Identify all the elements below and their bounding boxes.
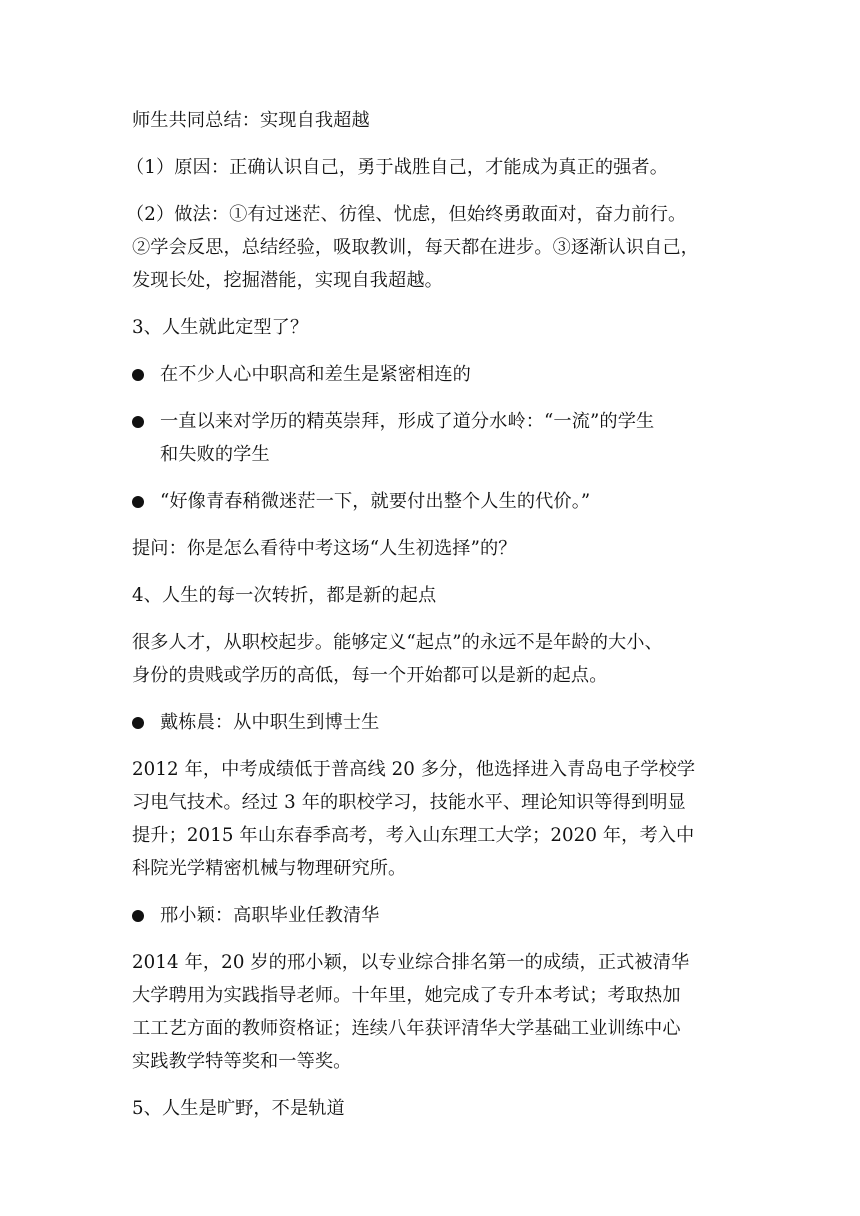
section3-heading-paragraph — [132, 311, 732, 344]
bullet-dot-icon — [132, 369, 144, 381]
method-line: （2）做法：①有过迷茫、彷徨、忧虑，但始终勇敢面对，奋力前行。 — [126, 204, 687, 225]
case2-title-item — [132, 899, 732, 932]
bullet-item — [132, 485, 732, 518]
case2-title: 邢小颖：高职毕业任教清华 — [160, 905, 380, 926]
bullet-dot-icon — [132, 717, 144, 729]
method-line: ②学会反思，总结经验，吸取教训，每天都在进步。③逐渐认识自己， — [132, 237, 699, 258]
intro-line: 很多人才，从职校起步。能够定义“起点”的永远不是年龄的大小、 — [132, 632, 663, 653]
reason-paragraph — [126, 151, 732, 184]
case2-line: 2014 年，20 岁的邢小颖，以专业综合排名第一的成绩，正式被清华 — [132, 952, 690, 973]
case2-body-paragraph — [132, 946, 732, 1078]
bullet-dot-icon — [132, 910, 144, 922]
section5-heading-paragraph — [132, 1092, 732, 1125]
case2-line: 实践教学特等奖和一等奖。 — [132, 1051, 352, 1072]
section3-heading: 3、人生就此定型了？ — [132, 317, 309, 338]
section5-heading: 5、人生是旷野，不是轨道 — [132, 1098, 345, 1119]
case1-line: 习电气技术。经过 3 年的职校学习，技能水平、理论知识等得到明显 — [132, 792, 686, 813]
bullet-line: 在不少人心中职高和差生是紧密相连的 — [160, 364, 471, 385]
bullet-item — [132, 358, 732, 391]
bullet-text — [160, 358, 732, 391]
method-line: 发现长处，挖掘潜能，实现自我超越。 — [132, 270, 443, 291]
summary-title-paragraph — [132, 104, 732, 137]
method-paragraph — [126, 198, 732, 297]
bullet-dot-icon — [132, 416, 144, 428]
case1-line: 科院光学精密机械与物理研究所。 — [132, 858, 407, 879]
summary-title: 师生共同总结：实现自我超越 — [132, 110, 370, 131]
bullet-dot-icon — [132, 496, 144, 508]
question-text: 提问：你是怎么看待中考这场“人生初选择”的？ — [132, 538, 517, 559]
question-paragraph — [132, 532, 732, 565]
bullet-text — [160, 485, 732, 518]
document-page — [126, 104, 732, 1139]
bullet-text — [160, 899, 732, 932]
case1-title: 戴栋晨：从中职生到博士生 — [160, 712, 380, 733]
case2-line: 工工艺方面的教师资格证；连续八年获评清华大学基础工业训练中心 — [132, 1018, 681, 1039]
bullet-line: 和失败的学生 — [160, 444, 270, 465]
case1-line: 提升；2015 年山东春季高考，考入山东理工大学；2020 年，考入中 — [132, 825, 695, 846]
reason-text: （1）原因：正确认识自己，勇于战胜自己，才能成为真正的强者。 — [126, 157, 669, 178]
bullet-line: “好像青春稍微迷茫一下，就要付出整个人生的代价。” — [160, 491, 591, 512]
case1-body-paragraph — [132, 753, 732, 885]
case1-title-item — [132, 706, 732, 739]
bullet-text — [160, 706, 732, 739]
bullet-item — [132, 405, 732, 471]
section4-heading: 4、人生的每一次转折，都是新的起点 — [132, 585, 437, 606]
section4-heading-paragraph — [132, 579, 732, 612]
section4-intro-paragraph — [132, 626, 732, 692]
case2-line: 大学聘用为实践指导老师。十年里，她完成了专升本考试；考取热加 — [132, 985, 681, 1006]
bullet-text — [160, 405, 732, 471]
bullet-line: 一直以来对学历的精英崇拜，形成了道分水岭：“一流”的学生 — [160, 411, 655, 432]
case1-line: 2012 年，中考成绩低于普高线 20 多分，他选择进入青岛电子学校学 — [132, 759, 696, 780]
intro-line: 身份的贵贱或学历的高低，每一个开始都可以是新的起点。 — [132, 665, 608, 686]
